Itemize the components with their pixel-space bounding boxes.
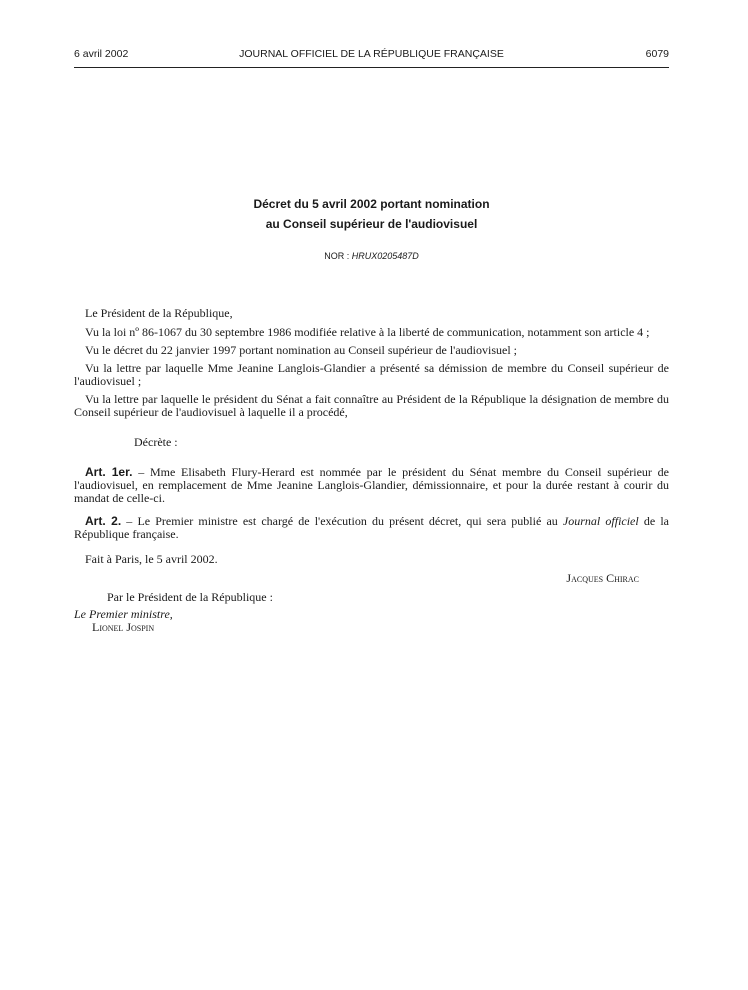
par-le-president: Par le Président de la République : — [107, 590, 273, 604]
preamble-vu-decret: Vu le décret du 22 janvier 1997 portant nomination au Conseil supérieur de l'audiovisuel ; — [85, 343, 518, 357]
nor-label: NOR : — [324, 251, 350, 261]
decree-title-line-1: Décret du 5 avril 2002 portant nomination — [253, 197, 490, 211]
article-1-text: Mme Elisabeth Flury-Herard est nommée par le président du Sénat membre du Conseil supérieur de l'audiovisuel, en remplacement de Mme Jeanine Langlois-Glandier, démissionnaire, et pour la durée restant à courir du mandat de celle-ci. — [74, 465, 669, 505]
article-1 — [74, 466, 669, 505]
article-2-text-after: de la République française. — [74, 514, 669, 541]
article-1-label: Art. 1er. — [85, 465, 133, 479]
nor-reference — [74, 251, 669, 261]
page-header — [74, 48, 669, 62]
header-date: 6 avril 2002 — [74, 48, 129, 60]
preamble-president: Le Président de la République, — [85, 306, 233, 320]
decree-body — [74, 307, 669, 634]
decree-title — [74, 194, 669, 234]
decree-title-line-2: au Conseil supérieur de l'audiovisuel — [265, 217, 478, 231]
decrete-label: Décrète : — [134, 435, 178, 449]
premier-ministre-title: Le Premier ministre, — [74, 607, 173, 621]
header-rule — [74, 67, 669, 68]
header-page-number: 6079 — [645, 48, 669, 60]
preamble-vu-loi: Vu la loi nº 86-1067 du 30 septembre 1986 modifiée relative à la liberté de communication, notamment son article 4 ; — [85, 325, 650, 339]
article-2-journal: Journal officiel — [562, 514, 639, 528]
article-2-text-before: Le Premier ministre est chargé de l'exécution du présent décret, qui sera publié au — [137, 514, 563, 528]
premier-ministre-name: Lionel Jospin — [92, 620, 155, 634]
article-2-label: Art. 2. — [85, 514, 122, 528]
preamble-vu-lettre-demission: Vu la lettre par laquelle Mme Jeanine Langlois-Glandier a présenté sa démission de membre du Conseil supérieur de l'audiovisuel ; — [74, 361, 669, 388]
article-2 — [74, 515, 669, 541]
nor-code: HRUX0205487D — [351, 251, 419, 261]
article-2-dash: – — [121, 514, 138, 528]
header-journal-title: JOURNAL OFFICIEL DE LA RÉPUBLIQUE FRANÇAISE — [239, 48, 504, 60]
article-1-dash: – — [132, 465, 150, 479]
fait-a-paris: Fait à Paris, le 5 avril 2002. — [85, 552, 218, 566]
preamble-vu-lettre-senat: Vu la lettre par laquelle le président du Sénat a fait connaître au Président de la République la désignation de membre du Conseil supérieur de l'audiovisuel à laquelle il a procédé, — [74, 392, 669, 419]
signer-president: Jacques Chirac — [566, 571, 639, 585]
